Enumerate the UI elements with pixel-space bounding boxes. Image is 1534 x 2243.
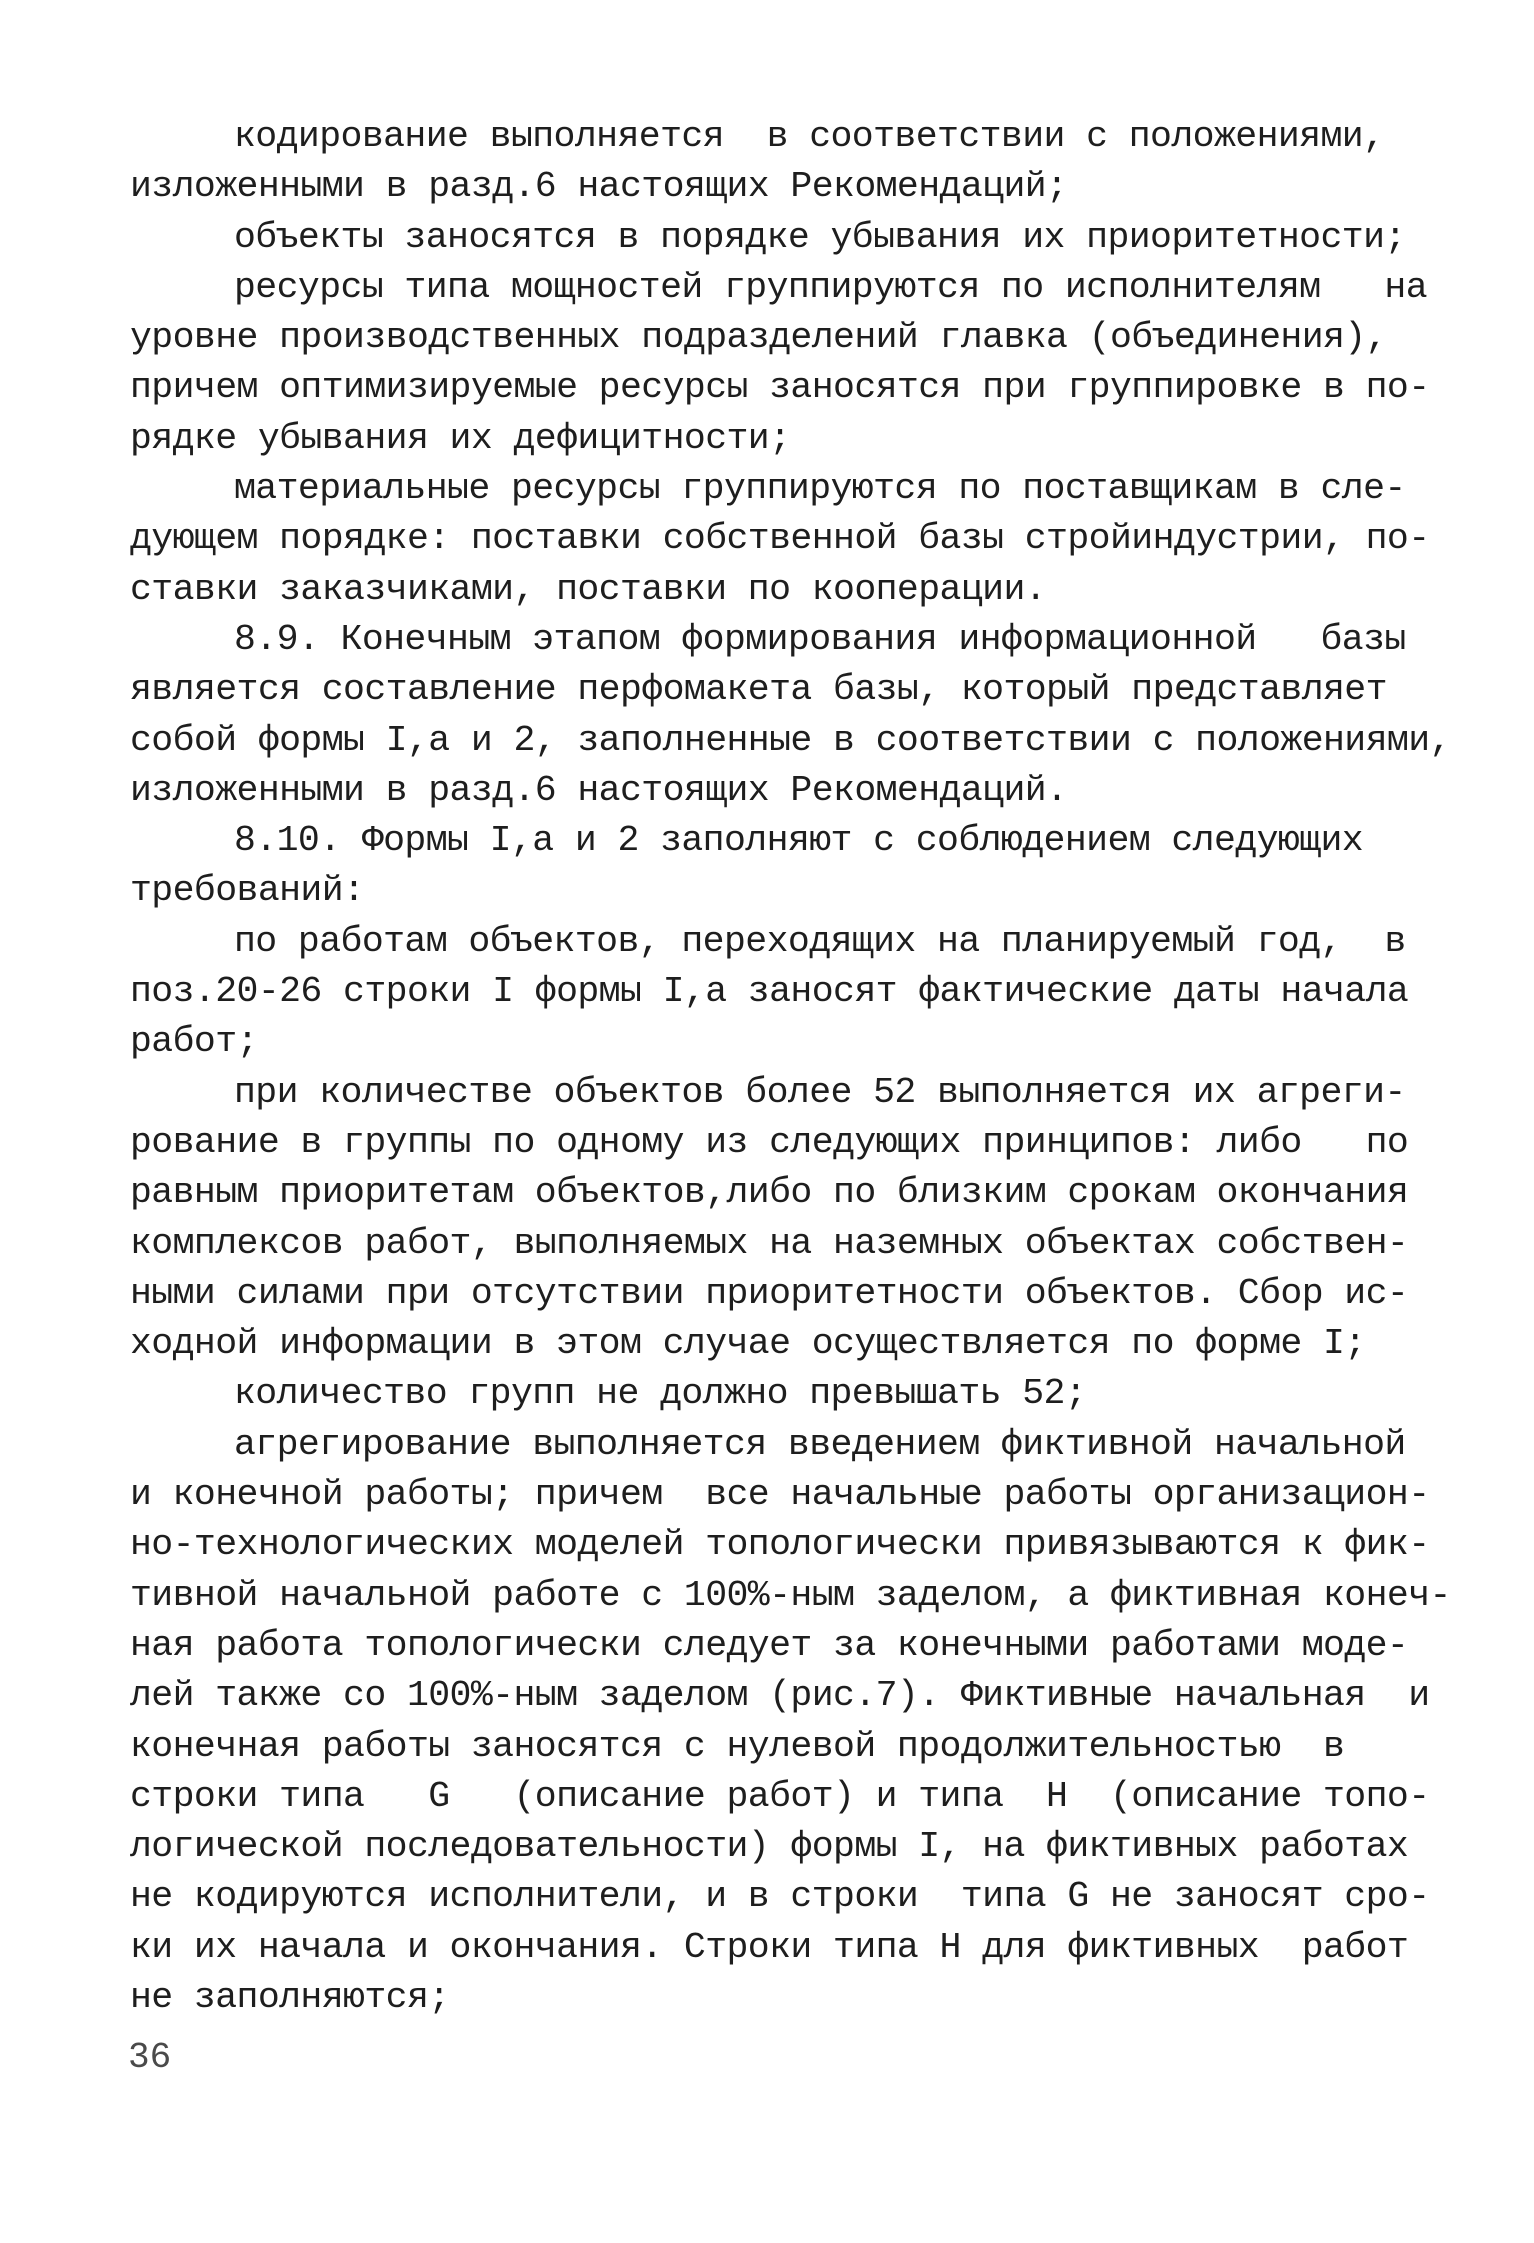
text-line: строки типа G (описание работ) и типа H (описание топо- <box>130 1775 1430 1817</box>
text-line: дующем порядке: поставки собственной базы стройиндустрии, по- <box>130 518 1430 560</box>
text-line: требований: <box>130 870 365 912</box>
text-line: но-технологических моделей топологически привязываются к фик- <box>130 1524 1430 1566</box>
text-line: причем оптимизируемые ресурсы заносятся при группировке в по- <box>130 367 1430 409</box>
text-line: изложенными в разд.6 настоящих Рекомендаций. <box>130 769 1068 811</box>
text-line: тивной начальной работе с 100%-ным заделом, а фиктивная конеч- <box>130 1574 1451 1616</box>
text-line: не кодируются исполнители, и в строки типа G не заносят сро- <box>130 1876 1430 1918</box>
body-text <box>130 112 1451 2023</box>
text-line: кодирование выполняется в соответствии с положениями, <box>234 116 1385 157</box>
text-line: не заполняются; <box>130 1976 450 2018</box>
text-line: ки их начала и окончания. Строки типа H для фиктивных работ <box>130 1926 1409 1968</box>
text-line: при количестве объектов более 52 выполняется их агреги- <box>234 1071 1406 1113</box>
text-line: лей также со 100%-ным заделом (рис.7). Фиктивные начальная и <box>130 1675 1430 1717</box>
text-line: является составление перфомакета базы, который представляет <box>130 669 1387 711</box>
text-line: количество групп не должно превышать 52; <box>234 1373 1087 1415</box>
text-line: ресурсы типа мощностей группируются по исполнителям на <box>234 266 1428 308</box>
text-line: ставки заказчиками, поставки по кооперации. <box>130 568 1047 610</box>
text-line: ходной информации в этом случае осуществляется по форме I; <box>130 1323 1366 1365</box>
text-line: изложенными в разд.6 настоящих Рекомендаций; <box>130 166 1068 208</box>
text-line: комплексов работ, выполняемых на наземных объектах собствен- <box>130 1222 1409 1264</box>
text-line: материальные ресурсы группируются по поставщикам в сле- <box>234 468 1406 510</box>
text-line: рядке убывания их дефицитности; <box>130 417 791 459</box>
text-line: уровне производственных подразделений главка (объединения), <box>130 317 1387 359</box>
text-line: ными силами при отсутствии приоритетности объектов. Сбор ис- <box>130 1272 1409 1314</box>
page-number: 36 <box>128 2037 172 2078</box>
text-line: ная работа топологически следует за конечными работами моде- <box>130 1624 1409 1666</box>
text-line: логической последовательности) формы I, на фиктивных работах <box>130 1826 1409 1868</box>
text-line: равным приоритетам объектов,либо по близким срокам окончания <box>130 1172 1409 1214</box>
text-line: объекты заносятся в порядке убывания их приоритетности; <box>234 216 1406 258</box>
text-line: собой формы I,а и 2, заполненные в соответствии с положениями, <box>130 719 1451 761</box>
text-line: и конечной работы; причем все начальные работы организацион- <box>130 1474 1430 1516</box>
text-line: работ; <box>130 1021 258 1063</box>
text-line: по работам объектов, переходящих на планируемый год, в <box>234 920 1406 962</box>
text-line: агрегирование выполняется введением фиктивной начальной <box>234 1423 1406 1465</box>
text-line: рование в группы по одному из следующих принципов: либо по <box>130 1121 1409 1163</box>
text-line: 8.9. Конечным этапом формирования информационной базы <box>234 618 1406 660</box>
text-line: конечная работы заносятся с нулевой продолжительностью в <box>130 1725 1345 1767</box>
text-line: поз.20-26 строки I формы I,а заносят фактические даты начала <box>130 971 1409 1013</box>
text-line: 8.10. Формы I,а и 2 заполняют с соблюдением следующих <box>234 820 1364 862</box>
